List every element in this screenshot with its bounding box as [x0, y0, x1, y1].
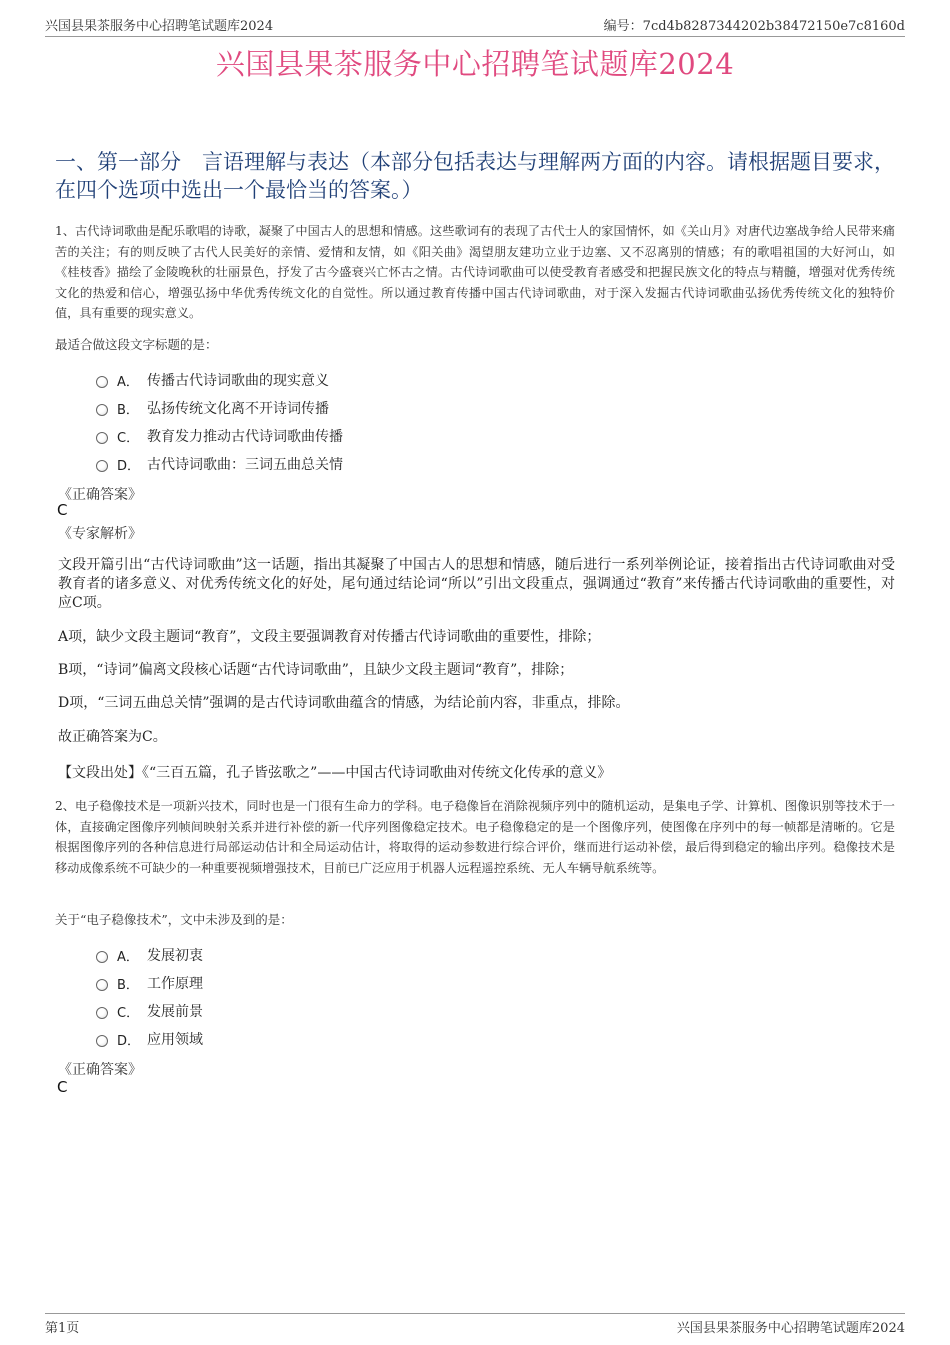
- q1-analysis-label: 《专家解析》: [58, 526, 142, 542]
- question-2-passage: 2、电子稳像技术是一项新兴技术，同时也是一门很有生命力的学科。电子稳像旨在消除视频序列中的随机运动，是集电子学、计算机、图像识别等技术于一体，直接确定图像序列帧间映射关系并进行补偿的新一代序列图像稳定技术。电子稳像稳定的是一个图像序列，使图像在序列中的每一帧都是清晰的。它是根据图像序列的各种信息进行局部运动估计和全局运动估计，将取得的运动参数进行综合评价，继而进行运动补偿，最后得到稳定的输出序列。稳像技术是移动成像系统不可缺少的一种重要视频增强技术，目前已广泛应用于机器人远程遥控系统、无人车辆导航系统等。: [55, 799, 895, 875]
- radio-icon[interactable]: [96, 432, 108, 444]
- radio-icon[interactable]: [96, 376, 108, 388]
- question-1-options: [96, 366, 343, 478]
- page-number: 第1页: [45, 1321, 80, 1336]
- footer-right: 兴国县果茶服务中心招聘笔试题库2024: [676, 1321, 905, 1336]
- radio-icon[interactable]: [96, 1035, 108, 1047]
- q1-analysis-a: A项，缺少文段主题词“教育”，文段主要强调教育对传播古代诗词歌曲的重要性，排除；: [58, 629, 601, 645]
- radio-icon[interactable]: [96, 951, 108, 963]
- question-2-stem: 关于“电子稳像技术”，文中未涉及到的是：: [55, 912, 293, 927]
- q1-source: 【文段出处】《“三百五篇，孔子皆弦歌之”——中国古代诗词歌曲对传统文化传承的意义》: [58, 765, 612, 781]
- q2-answer: C: [57, 1078, 68, 1096]
- q1-analysis-d: D项，“三词五曲总关情”强调的是古代诗词歌曲蕴含的情感，为结论前内容，非重点，排除。: [58, 695, 630, 711]
- q1-option-d[interactable]: D． 古代诗词歌曲：三词五曲总关情: [96, 450, 343, 478]
- q2-option-a[interactable]: A． 发展初衷: [96, 941, 203, 969]
- radio-icon[interactable]: [96, 460, 108, 472]
- q1-analysis-paragraph: 文段开篇引出“古代诗词歌曲”这一话题，指出其凝聚了中国古人的思想和情感，随后进行一系列举例论证，接着指出古代诗词歌曲对受教育者的诸多意义、对优秀传统文化的好处，尾句通过结论词“所以”引出文段重点，强调通过“教育”来传播古代诗词歌曲的重要性，对应C项。: [58, 557, 895, 611]
- header-doc-number: 编号：7cd4b8287344202b38472150e7c8160d: [603, 19, 905, 34]
- q2-option-b[interactable]: B． 工作原理: [96, 969, 203, 997]
- header-left: 兴国县果茶服务中心招聘笔试题库2024: [45, 19, 274, 34]
- section-heading: 一、第一部分 言语理解与表达（本部分包括表达与理解两方面的内容。请根据题目要求，在四个选项中选出一个最恰当的答案。）: [55, 150, 895, 202]
- q1-option-b[interactable]: B． 弘扬传统文化离不开诗词传播: [96, 394, 343, 422]
- radio-icon[interactable]: [96, 979, 108, 991]
- q2-option-c[interactable]: C． 发展前景: [96, 997, 203, 1025]
- question-2-options: [96, 941, 203, 1053]
- q1-analysis-b: B项，“诗词”偏离文段核心话题“古代诗词歌曲”，且缺少文段主题词“教育”，排除；: [58, 662, 574, 678]
- question-1-passage: 1、古代诗词歌曲是配乐歌唱的诗歌，凝聚了中国古人的思想和情感。这些歌词有的表现了古代士人的家国情怀，如《关山月》对唐代边塞战争给人民带来痛苦的关注；有的则反映了古代人民美好的亲情、爱情和友情，如《阳关曲》渴望朋友建功立业于边塞、又不忍离别的情感；有的歌唱祖国的大好河山，如《桂枝香》描绘了金陵晚秋的壮丽景色，抒发了古今盛衰兴亡怀古之情。古代诗词歌曲可以使受教育者感受和把握民族文化的特点与精髓，增强对优秀传统文化的热爱和信心，增强弘扬中华优秀传统文化的自觉性。所以通过教育传播中国古代诗词歌曲，对于深入发掘古代诗词歌曲弘扬优秀传统文化的独特价值，具有重要的现实意义。: [55, 224, 895, 320]
- question-1-stem: 最适合做这段文字标题的是：: [55, 337, 218, 352]
- q1-option-a[interactable]: A． 传播古代诗词歌曲的现实意义: [96, 366, 343, 394]
- q1-analysis-conclusion: 故正确答案为C。: [58, 729, 167, 745]
- radio-icon[interactable]: [96, 1007, 108, 1019]
- document-title: 兴国县果茶服务中心招聘笔试题库2024: [215, 47, 735, 81]
- q2-option-d[interactable]: D． 应用领域: [96, 1025, 203, 1053]
- q1-option-c[interactable]: C． 教育发力推动古代诗词歌曲传播: [96, 422, 343, 450]
- q1-answer-label: 《正确答案》: [58, 487, 142, 503]
- page-footer: [45, 1313, 905, 1336]
- q1-answer: C: [57, 501, 68, 519]
- q2-answer-label: 《正确答案》: [58, 1062, 142, 1078]
- radio-icon[interactable]: [96, 404, 108, 416]
- page-header: [45, 14, 905, 37]
